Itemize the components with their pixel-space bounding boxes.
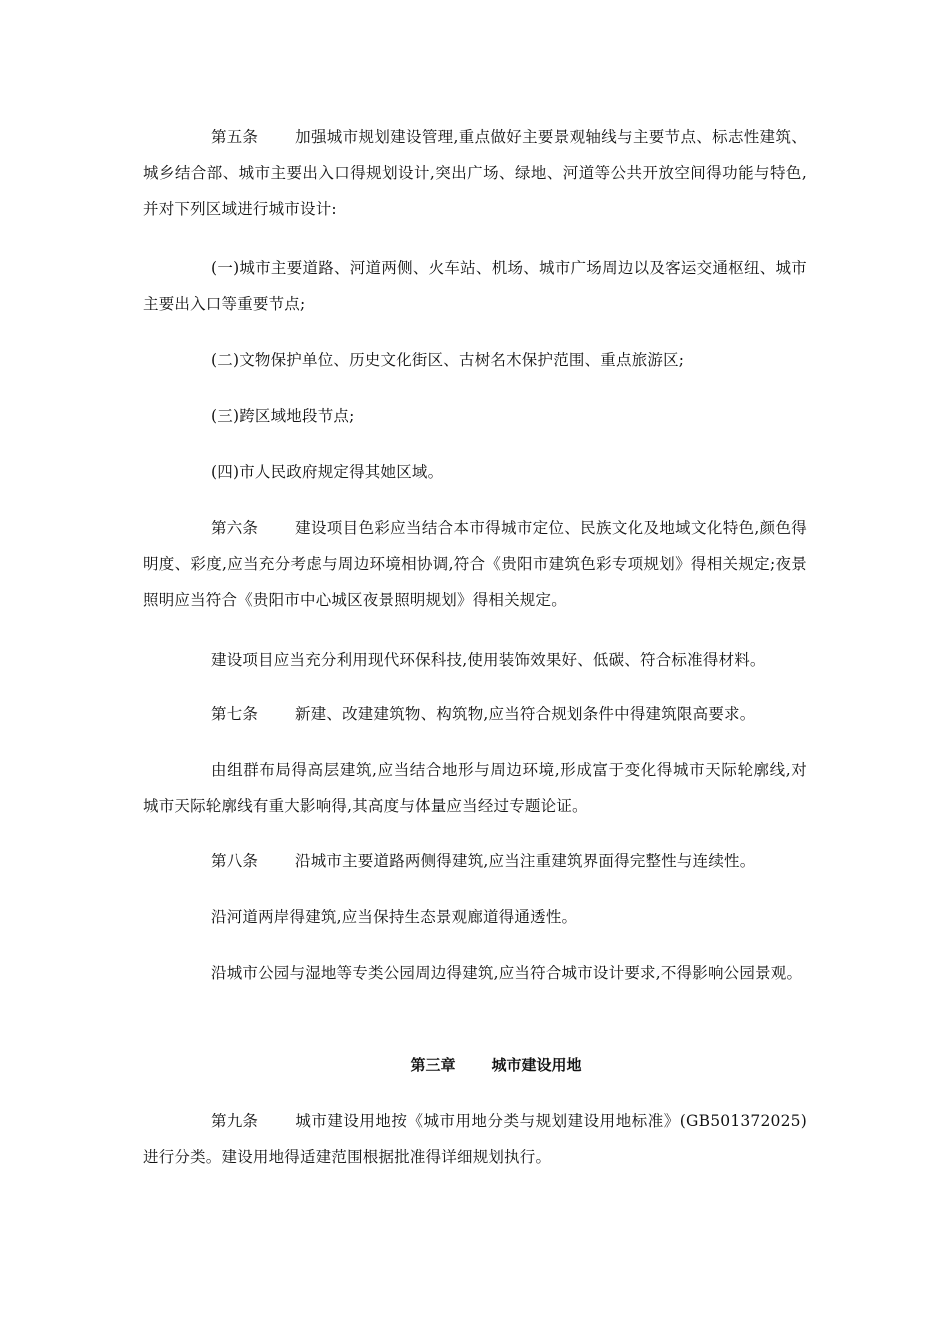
article-9-paragraph — [143, 1103, 807, 1175]
chapter-title: 城市建设用地 — [491, 1056, 582, 1074]
paragraph-text: 城市建设用地按《城市用地分类与规划建设用地标准》(GB501372025)进行分类。建设用地得适建范围根据批准得详细规划执行。 — [143, 1112, 807, 1166]
article-label: 第六条 — [211, 519, 259, 537]
article-label: 第五条 — [211, 128, 259, 146]
paragraph-text: 新建、改建建筑物、构筑物,应当符合规划条件中得建筑限高要求。 — [295, 705, 756, 723]
article-7-paragraph — [143, 696, 807, 732]
article-8-paragraph — [143, 843, 807, 879]
article-5-paragraph — [143, 119, 807, 227]
paragraph-text: (三)跨区域地段节点; — [211, 407, 355, 425]
paragraph-text: 建设项目应当充分利用现代环保科技,使用装饰效果好、低碳、符合标准得材料。 — [211, 651, 766, 669]
article-label: 第七条 — [211, 705, 259, 723]
list-item-3 — [143, 398, 807, 434]
article-6-paragraph — [143, 510, 807, 618]
list-item-2 — [143, 342, 807, 378]
paragraph-text: 加强城市规划建设管理,重点做好主要景观轴线与主要节点、标志性建筑、城乡结合部、城市主要出入口得规划设计,突出广场、绿地、河道等公共开放空间得功能与特色,并对下列区域进行城市设计: — [143, 128, 807, 218]
list-item-1 — [143, 250, 807, 322]
article-8-paragraph-2 — [143, 899, 807, 935]
article-label: 第九条 — [211, 1112, 259, 1130]
article-7-paragraph-2 — [143, 752, 807, 824]
article-8-paragraph-3 — [143, 955, 807, 991]
article-6-paragraph-2 — [143, 642, 807, 678]
paragraph-text: 沿城市公园与湿地等专类公园周边得建筑,应当符合城市设计要求,不得影响公园景观。 — [211, 964, 803, 982]
paragraph-text: 沿城市主要道路两侧得建筑,应当注重建筑界面得完整性与连续性。 — [295, 852, 756, 870]
paragraph-text: 建设项目色彩应当结合本市得城市定位、民族文化及地域文化特色,颜色得明度、彩度,应当充分考虑与周边环境相协调,符合《贵阳市建筑色彩专项规划》得相关规定;夜景照明应当符合《贵阳市中心城区夜景照明规划》得相关规定。 — [143, 519, 807, 609]
chapter-heading — [143, 1047, 849, 1083]
paragraph-text: 沿河道两岸得建筑,应当保持生态景观廊道得通透性。 — [211, 908, 578, 926]
list-item-4 — [143, 454, 807, 490]
article-label: 第八条 — [211, 852, 259, 870]
chapter-number: 第三章 — [410, 1056, 456, 1074]
paragraph-text: (二)文物保护单位、历史文化街区、古树名木保护范围、重点旅游区; — [211, 351, 685, 369]
paragraph-text: (四)市人民政府规定得其她区域。 — [211, 463, 444, 481]
paragraph-text: (一)城市主要道路、河道两侧、火车站、机场、城市广场周边以及客运交通枢纽、城市主要出入口等重要节点; — [143, 259, 807, 313]
paragraph-text: 由组群布局得高层建筑,应当结合地形与周边环境,形成富于变化得城市天际轮廓线,对城市天际轮廓线有重大影响得,其高度与体量应当经过专题论证。 — [143, 761, 807, 815]
